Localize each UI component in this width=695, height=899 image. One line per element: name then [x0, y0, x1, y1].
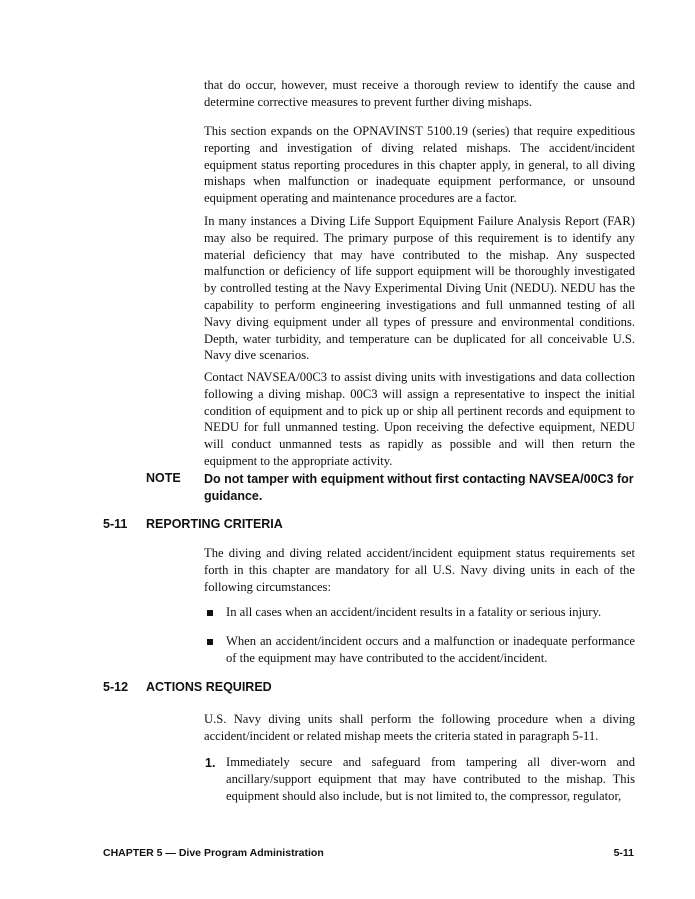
bullet-item: When an accident/incident occurs and a malfunction or inadequate performance of the equipment may have contributed to the accident/incident.: [226, 634, 635, 665]
bullet-icon: [207, 639, 213, 645]
paragraph-opnavinst: This section expands on the OPNAVINST 5100.19 (series) that require expeditious reporting and investigation of diving related mishaps. The accident/incident equipment status reporting procedures in this chapter apply, in general, to all diving mishaps when malfunction or inadequate equipment performance, or unsound equipment operating and maintenance procedures are a factor.: [204, 124, 635, 206]
section-number-5-12: 5-12: [103, 680, 129, 694]
reporting-criteria-intro: The diving and diving related accident/incident equipment status requirements set forth in this chapter are mandatory for all U.S. Navy diving units in each of the following circumstances:: [204, 546, 635, 594]
footer-page-number: 5-11: [613, 847, 634, 859]
bullet-item: In all cases when an accident/incident results in a fatality or serious injury.: [226, 605, 602, 619]
note-label: NOTE: [146, 471, 181, 485]
note-text: Do not tamper with equipment without first contacting NAVSEA/00C3 for guidance.: [204, 472, 634, 503]
actions-required-intro: U.S. Navy diving units shall perform the following procedure when a diving accident/incident or related mishap meets the criteria stated in paragraph 5-11.: [204, 712, 635, 743]
step-text: Immediately secure and safeguard from tampering all diver-worn and ancillary/support equipment that may have contributed to the mishap. This equipment should also include, but is not limited to, the compressor, regulator,: [226, 755, 635, 803]
paragraph-navsea-contact: Contact NAVSEA/00C3 to assist diving units with investigations and data collection following a diving mishap. 00C3 will assign a representative to inspect the initial condition of equipment and to pick up or ship all pertinent records and equipment to NEDU for full unmanned testing. Upon receiving the defective equipment, NEDU will conduct unmanned tests as rapidly as possible and will then return the equipment to the appropriate activity.: [204, 370, 635, 468]
section-title-actions-required: ACTIONS REQUIRED: [146, 680, 272, 694]
section-number-5-11: 5-11: [103, 517, 128, 531]
footer-chapter-title: CHAPTER 5 — Dive Program Administration: [103, 847, 324, 859]
paragraph-far: In many instances a Diving Life Support Equipment Failure Analysis Report (FAR) may also be required. The primary purpose of this requirement is to identify any material deficiency that may have contributed to the mishap. Any suspected malfunction or deficiency of life support equipment will be thoroughly investigated by controlled testing at the Navy Experimental Diving Unit (NEDU). NEDU has the capability to perform engineering investigations and full unmanned testing of all Navy diving equipment under all types of pressure and environmental conditions. Depth, water turbidity, and temperature can be duplicated for all conceivable U.S. Navy dive scenarios.: [204, 214, 635, 363]
step-number: 1.: [205, 756, 216, 770]
section-title-reporting-criteria: REPORTING CRITERIA: [146, 517, 283, 531]
paragraph-continuation: that do occur, however, must receive a thorough review to identify the cause and determine corrective measures to prevent further diving mishaps.: [204, 78, 635, 109]
bullet-icon: [207, 610, 213, 616]
